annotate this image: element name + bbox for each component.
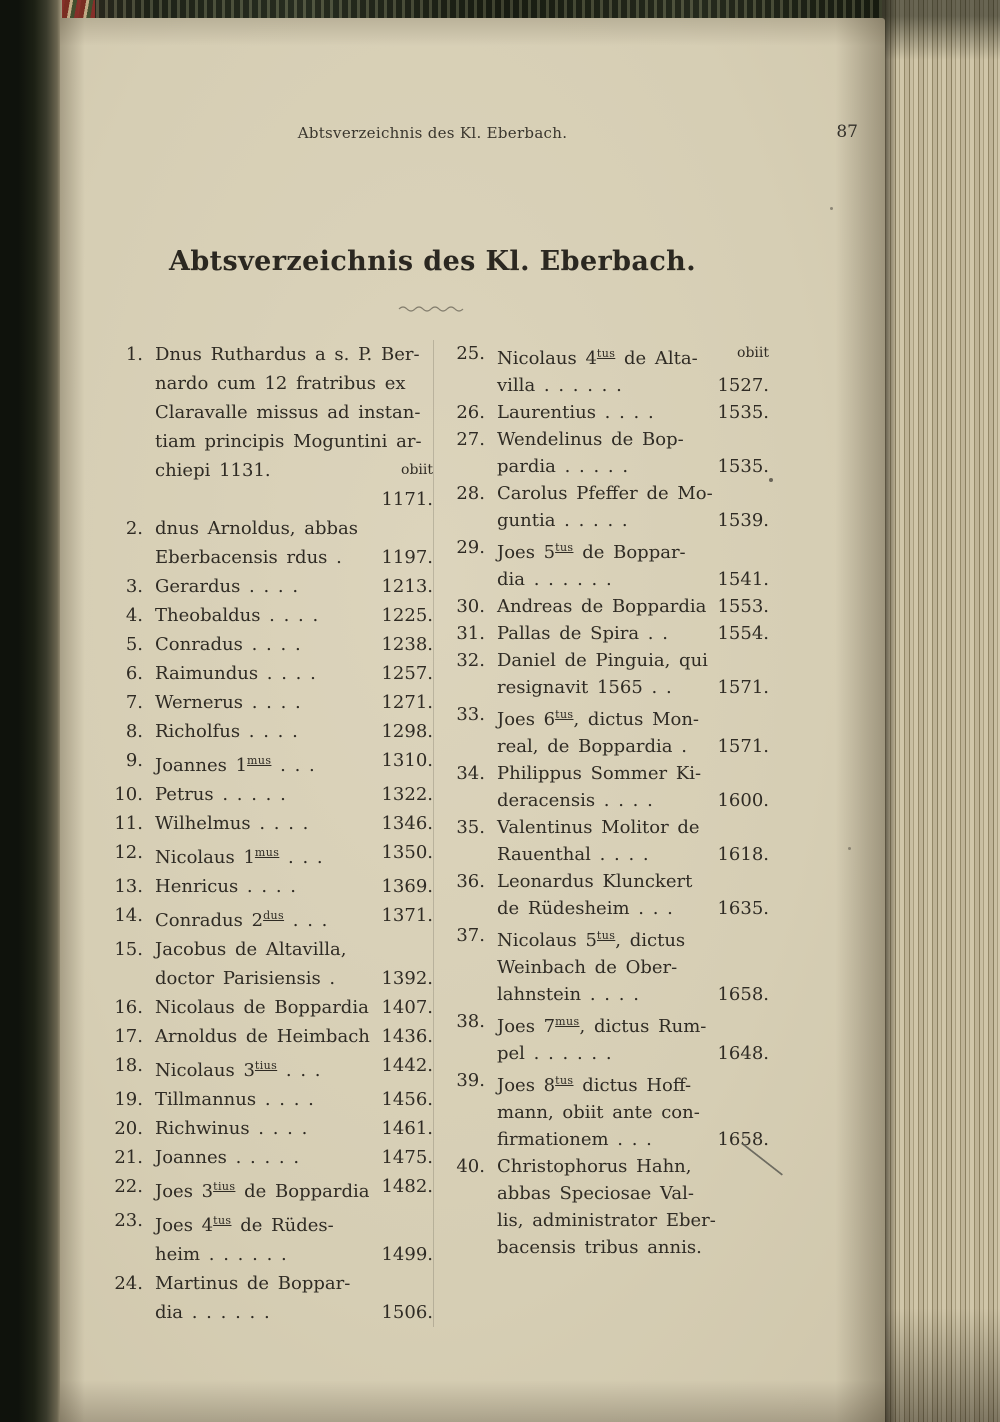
entry-line xyxy=(109,1240,433,1269)
entry-line xyxy=(451,1040,769,1067)
entry-text: Nicolaus de Boppardia xyxy=(155,997,369,1018)
entry-number: 14. xyxy=(114,905,143,926)
entry-number: 8. xyxy=(125,721,143,742)
entry-line xyxy=(109,872,433,901)
entry-text: lahnstein . . . . xyxy=(497,984,639,1005)
entry-text: Conradus $2^{dus}$ . . . xyxy=(155,909,328,931)
entry-text: Eberbacensis rdus . xyxy=(155,547,342,568)
entry-text: nardo cum 12 fratribus ex xyxy=(155,373,406,394)
entry-number xyxy=(109,369,155,398)
entry-year: 1238. xyxy=(381,634,433,655)
entry-line xyxy=(451,954,769,981)
book-top-edge xyxy=(0,0,1000,20)
entry-text: Gerardus . . . . xyxy=(155,576,299,597)
entry-line xyxy=(109,964,433,993)
superscript-abbrev: dus xyxy=(263,909,285,922)
entry-line xyxy=(109,746,433,780)
entry-year: 1346. xyxy=(381,813,433,834)
entry-number xyxy=(451,1180,497,1207)
entry-number: 4. xyxy=(125,605,143,626)
obiit-label: obiit xyxy=(737,345,769,361)
entry-text: Conradus . . . . xyxy=(155,634,301,655)
entry-number: 40. xyxy=(456,1156,485,1177)
entry-year: 1257. xyxy=(381,663,433,684)
superscript-abbrev: tus xyxy=(596,347,616,360)
entry-number xyxy=(451,1126,497,1153)
entry-year: 1499. xyxy=(381,1244,433,1265)
entry-line xyxy=(451,981,769,1008)
entry-line xyxy=(109,1022,433,1051)
entry-text: Nicolaus $5^{tus}$, dictus xyxy=(497,929,686,951)
entry-text: Arnoldus de Heimbach xyxy=(155,1026,370,1047)
entry-number xyxy=(451,372,497,399)
entry-number: 12. xyxy=(114,842,143,863)
entry-number: 1. xyxy=(125,344,143,365)
entry-text: Henricus . . . . xyxy=(155,876,296,897)
entry-line xyxy=(109,514,433,543)
entry-year: 1171. xyxy=(381,489,433,510)
entry-number xyxy=(451,787,497,814)
superscript-abbrev: mus xyxy=(254,846,280,859)
entry-text: pardia . . . . . xyxy=(497,456,629,477)
entry-text: Leonardus Klunckert xyxy=(497,871,693,892)
entry-text: chiepi 1131. xyxy=(155,460,271,481)
entry-text: Laurentius . . . . xyxy=(497,402,654,423)
superscript-abbrev: tius xyxy=(254,1059,278,1072)
entry-year: 1506. xyxy=(381,1302,433,1323)
entry-number xyxy=(451,954,497,981)
entry-text: Dnus Ruthardus a s. P. Ber- xyxy=(155,344,420,365)
entry-line xyxy=(451,674,769,701)
column-left xyxy=(109,340,434,1327)
entry-line xyxy=(451,922,769,954)
entry-number: 33. xyxy=(456,704,485,725)
entry-number xyxy=(109,427,155,456)
entry-year: 1456. xyxy=(381,1089,433,1110)
entry-line xyxy=(451,566,769,593)
entry-line xyxy=(451,895,769,922)
entry-number: 19. xyxy=(114,1089,143,1110)
entry-year: 1392. xyxy=(381,968,433,989)
entry-number: 3. xyxy=(125,576,143,597)
entry-number: 24. xyxy=(114,1273,143,1294)
entry-text: doctor Parisiensis . xyxy=(155,968,336,989)
entry-line xyxy=(109,1298,433,1327)
entry-number: 30. xyxy=(456,596,485,617)
entry-line xyxy=(109,935,433,964)
entry-line xyxy=(109,838,433,872)
entry-year: 1271. xyxy=(381,692,433,713)
entry-year: 1535. xyxy=(717,456,769,477)
entry-number xyxy=(451,507,497,534)
entry-year: 1350. xyxy=(381,842,433,863)
entry-line xyxy=(109,809,433,838)
superscript-abbrev: tius xyxy=(213,1180,236,1193)
superscript-abbrev: tus xyxy=(555,541,574,554)
running-header xyxy=(60,124,885,146)
entry-line xyxy=(109,688,433,717)
entry-line xyxy=(451,733,769,760)
entry-line xyxy=(451,868,769,895)
ink-speck xyxy=(848,847,851,850)
entry-line xyxy=(109,780,433,809)
entry-text: Joes $3^{tius}$ de Boppardia xyxy=(155,1180,370,1202)
entry-number: 39. xyxy=(456,1070,485,1091)
entry-year: 1322. xyxy=(381,784,433,805)
entry-text: Jacobus de Altavilla, xyxy=(155,939,347,960)
ink-speck xyxy=(769,478,773,482)
entry-text: firmationem . . . xyxy=(497,1129,652,1150)
entry-text: Petrus . . . . . xyxy=(155,784,286,805)
entry-text: Richwinus . . . . xyxy=(155,1118,308,1139)
entry-line xyxy=(109,572,433,601)
entry-line xyxy=(451,620,769,647)
entry-line xyxy=(451,841,769,868)
entry-number: 25. xyxy=(456,343,485,364)
entry-line xyxy=(109,993,433,1022)
entry-text: dnus Arnoldus, abbas xyxy=(155,518,358,539)
entry-text: Nicolaus $1^{mus}$ . . . xyxy=(155,846,323,868)
page-title: Abtsverzeichnis des Kl. Eberbach. xyxy=(168,246,696,277)
entry-year: 1213. xyxy=(381,576,433,597)
entry-text: dia . . . . . . xyxy=(155,1302,270,1323)
entry-year: 1527. xyxy=(717,375,769,396)
entry-number xyxy=(451,841,497,868)
abbot-list xyxy=(109,340,769,1327)
entry-line xyxy=(109,485,433,514)
entry-year: 1571. xyxy=(717,677,769,698)
entry-text: Wilhelmus . . . . xyxy=(155,813,309,834)
entry-number: 27. xyxy=(456,429,485,450)
superscript-abbrev: tus xyxy=(555,1074,574,1087)
entry-line xyxy=(109,659,433,688)
entry-text: abbas Speciosae Val- xyxy=(497,1183,694,1204)
entry-line xyxy=(451,507,769,534)
entry-line xyxy=(109,1143,433,1172)
entry-text: Joannes . . . . . xyxy=(155,1147,300,1168)
entry-text: bacensis tribus annis. xyxy=(497,1237,702,1258)
entry-year: 1618. xyxy=(717,844,769,865)
entry-number: 22. xyxy=(114,1176,143,1197)
entry-number: 38. xyxy=(456,1011,485,1032)
entry-line xyxy=(109,717,433,746)
entry-number: 21. xyxy=(114,1147,143,1168)
entry-number xyxy=(451,1234,497,1261)
entry-line xyxy=(451,1126,769,1153)
entry-line xyxy=(451,701,769,733)
entry-line xyxy=(451,480,769,507)
entry-text: Nicolaus $4^{tus}$ de Alta- xyxy=(497,347,698,369)
page-edge-stack xyxy=(882,0,1000,1422)
entry-line xyxy=(109,1051,433,1085)
column-right xyxy=(434,340,769,1327)
entry-line xyxy=(109,1269,433,1298)
superscript-abbrev: tus xyxy=(555,708,574,721)
entry-line xyxy=(451,1008,769,1040)
entry-text: tiam principis Moguntini ar- xyxy=(155,431,422,452)
entry-number: 16. xyxy=(114,997,143,1018)
entry-text: Nicolaus $3^{tius}$ . . . xyxy=(155,1059,321,1081)
entry-text: Richolfus . . . . xyxy=(155,721,298,742)
entry-text: deracensis . . . . xyxy=(497,790,653,811)
entry-number: 34. xyxy=(456,763,485,784)
entry-number xyxy=(451,566,497,593)
entry-number xyxy=(451,981,497,1008)
entry-line xyxy=(109,601,433,630)
entry-year: 1539. xyxy=(717,510,769,531)
entry-line xyxy=(109,340,433,369)
superscript-abbrev: tus xyxy=(213,1214,232,1227)
entry-year: 1310. xyxy=(381,750,433,771)
entry-line xyxy=(451,1180,769,1207)
entry-number: 13. xyxy=(114,876,143,897)
entry-year: 1475. xyxy=(381,1147,433,1168)
entry-number: 18. xyxy=(114,1055,143,1076)
entry-number xyxy=(109,1240,155,1269)
entry-line xyxy=(451,340,769,372)
entry-line xyxy=(451,372,769,399)
entry-line xyxy=(451,534,769,566)
entry-year: 1658. xyxy=(717,1129,769,1150)
entry-number: 11. xyxy=(114,813,143,834)
entry-year: 1197. xyxy=(381,547,433,568)
entry-year: 1658. xyxy=(717,984,769,1005)
entry-number: 15. xyxy=(114,939,143,960)
entry-number xyxy=(109,1298,155,1327)
entry-line xyxy=(109,398,433,427)
entry-text: Joes $6^{tus}$, dictus Mon- xyxy=(497,708,700,730)
entry-line xyxy=(109,369,433,398)
entry-text: Daniel de Pinguia, qui xyxy=(497,650,708,671)
entry-year: 1371. xyxy=(381,905,433,926)
entry-line xyxy=(109,1206,433,1240)
entry-text: Philippus Sommer Ki- xyxy=(497,763,702,784)
entry-line xyxy=(109,456,433,485)
entry-line xyxy=(451,814,769,841)
entry-text: Joes $8^{tus}$ dictus Hoff- xyxy=(497,1074,692,1096)
entry-text: Tillmannus . . . . xyxy=(155,1089,314,1110)
entry-text: Valentinus Molitor de xyxy=(497,817,700,838)
entry-text: Raimundus . . . . xyxy=(155,663,316,684)
entry-year: 1225. xyxy=(381,605,433,626)
entry-line xyxy=(109,543,433,572)
entry-line xyxy=(451,1099,769,1126)
superscript-abbrev: mus xyxy=(247,754,272,767)
entry-number: 32. xyxy=(456,650,485,671)
entry-year: 1298. xyxy=(381,721,433,742)
entry-text: Claravalle missus ad instan- xyxy=(155,402,421,423)
entry-number xyxy=(109,485,155,514)
entry-line xyxy=(451,453,769,480)
entry-text: guntia . . . . . xyxy=(497,510,628,531)
entry-number xyxy=(451,453,497,480)
entry-text: resignavit 1565 . . xyxy=(497,677,672,698)
entry-line xyxy=(109,901,433,935)
entry-text: Joes $5^{tus}$ de Boppar- xyxy=(497,541,686,563)
entry-text: Carolus Pfeffer de Mo- xyxy=(497,483,713,504)
obiit-label: obiit xyxy=(401,462,433,478)
entry-number xyxy=(109,543,155,572)
entry-number xyxy=(451,1207,497,1234)
entry-line xyxy=(109,630,433,659)
entry-year: 1600. xyxy=(717,790,769,811)
entry-year: 1436. xyxy=(381,1026,433,1047)
entry-text: Christophorus Hahn, xyxy=(497,1156,692,1177)
entry-line xyxy=(451,760,769,787)
entry-number: 35. xyxy=(456,817,485,838)
entry-text: Joes $7^{mus}$, dictus Rum- xyxy=(497,1015,707,1037)
entry-number: 6. xyxy=(125,663,143,684)
entry-number: 17. xyxy=(114,1026,143,1047)
entry-line xyxy=(109,427,433,456)
entry-text: dia . . . . . . xyxy=(497,569,612,590)
entry-line xyxy=(109,1172,433,1206)
entry-line xyxy=(451,1153,769,1180)
ink-speck xyxy=(830,207,833,210)
entry-text: lis, administrator Eber- xyxy=(497,1210,716,1231)
entry-text: Theobaldus . . . . xyxy=(155,605,319,626)
entry-line xyxy=(451,1067,769,1099)
entry-number xyxy=(451,895,497,922)
entry-text: Rauenthal . . . . xyxy=(497,844,649,865)
entry-number: 37. xyxy=(456,925,485,946)
entry-year: 1407. xyxy=(381,997,433,1018)
entry-year: 1442. xyxy=(381,1055,433,1076)
entry-line xyxy=(109,1085,433,1114)
entry-text: Joannes $1^{mus}$ . . . xyxy=(155,754,315,776)
entry-text: Wernerus . . . . xyxy=(155,692,301,713)
entry-line xyxy=(451,399,769,426)
entry-text: Martinus de Boppar- xyxy=(155,1273,351,1294)
entry-number xyxy=(109,398,155,427)
entry-number xyxy=(451,1099,497,1126)
entry-line xyxy=(451,1207,769,1234)
entry-text: Andreas de Boppardia xyxy=(497,596,707,617)
entry-line xyxy=(451,787,769,814)
entry-number: 29. xyxy=(456,537,485,558)
entry-number: 10. xyxy=(114,784,143,805)
entry-text: Weinbach de Ober- xyxy=(497,957,678,978)
entry-number xyxy=(451,733,497,760)
entry-text: heim . . . . . . xyxy=(155,1244,287,1265)
entry-year: 1635. xyxy=(717,898,769,919)
entry-number: 31. xyxy=(456,623,485,644)
entry-number xyxy=(451,674,497,701)
entry-number xyxy=(451,1040,497,1067)
entry-text: de Rüdesheim . . . xyxy=(497,898,673,919)
entry-number: 20. xyxy=(114,1118,143,1139)
entry-year: 1535. xyxy=(717,402,769,423)
entry-year: 1648. xyxy=(717,1043,769,1064)
entry-number: 5. xyxy=(125,634,143,655)
entry-text xyxy=(155,485,381,514)
entry-line xyxy=(109,1114,433,1143)
entry-number: 23. xyxy=(114,1210,143,1231)
entry-year: 1482. xyxy=(381,1176,433,1197)
entry-text: villa . . . . . . xyxy=(497,375,622,396)
entry-text: pel . . . . . . xyxy=(497,1043,612,1064)
page-number: 87 xyxy=(836,122,858,142)
book-page xyxy=(60,18,885,1422)
entry-text: Pallas de Spira . . xyxy=(497,623,668,644)
entry-number xyxy=(109,964,155,993)
entry-year: 1571. xyxy=(717,736,769,757)
running-title: Abtsverzeichnis des Kl. Eberbach. xyxy=(297,124,568,142)
entry-text: Wendelinus de Bop- xyxy=(497,429,684,450)
entry-number: 2. xyxy=(125,518,143,539)
divider-squiggle xyxy=(398,304,468,314)
entry-year: 1554. xyxy=(717,623,769,644)
entry-number xyxy=(109,456,155,485)
entry-number: 28. xyxy=(456,483,485,504)
entry-text: real, de Boppardia . xyxy=(497,736,687,757)
entry-year: 1553. xyxy=(717,596,769,617)
entry-year: 1461. xyxy=(381,1118,433,1139)
entry-number: 26. xyxy=(456,402,485,423)
entry-year: 1369. xyxy=(381,876,433,897)
entry-line xyxy=(451,647,769,674)
entry-number: 36. xyxy=(456,871,485,892)
entry-year: 1541. xyxy=(717,569,769,590)
entry-text: mann, obiit ante con- xyxy=(497,1102,700,1123)
entry-line xyxy=(451,1234,769,1261)
superscript-abbrev: tus xyxy=(596,929,616,942)
entry-line xyxy=(451,426,769,453)
entry-text: Joes $4^{tus}$ de Rüdes- xyxy=(155,1214,334,1236)
entry-line xyxy=(451,593,769,620)
book-binding xyxy=(0,0,62,1422)
entry-number: 7. xyxy=(125,692,143,713)
superscript-abbrev: mus xyxy=(555,1015,580,1028)
entry-number: 9. xyxy=(125,750,143,771)
